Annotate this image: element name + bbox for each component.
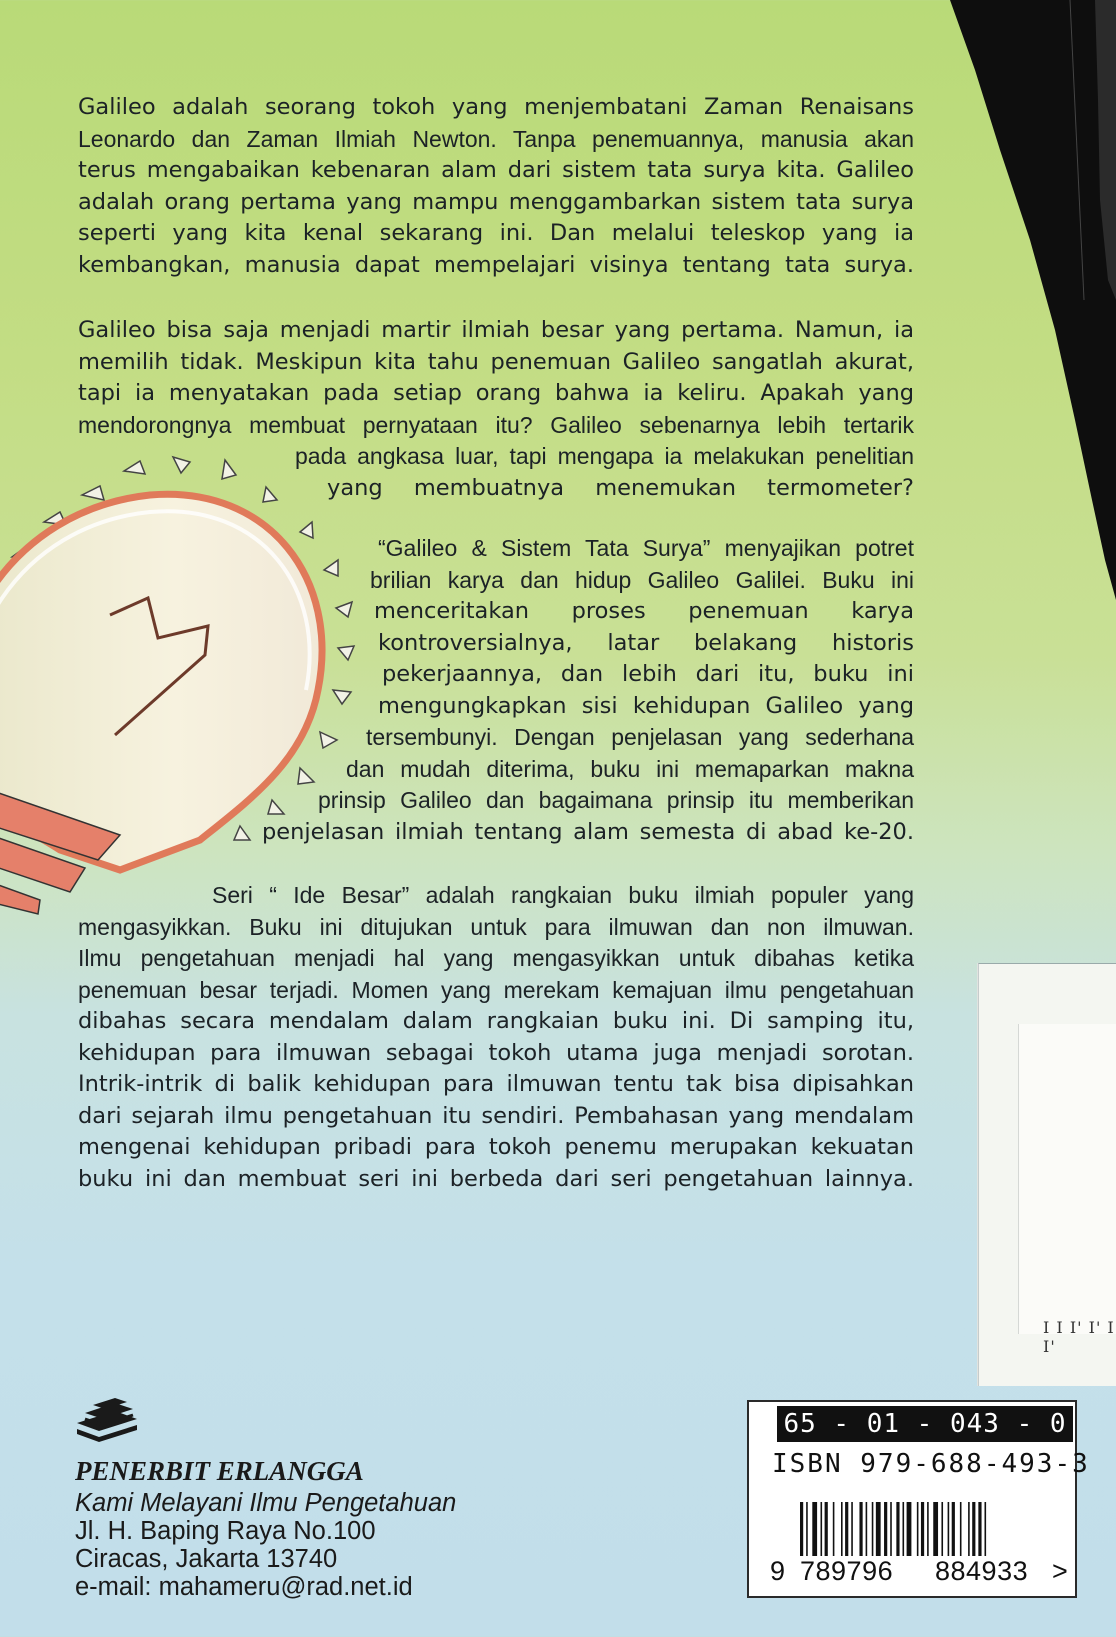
- paragraph-line: mengenai kehidupan pribadi para tokoh penemu merupakan kekuatan: [78, 1134, 914, 1160]
- paragraph-line: Seri “ Ide Besar” adalah rangkaian buku ilmiah populer yang: [212, 882, 914, 908]
- stacked-books-icon: [75, 1397, 141, 1443]
- paragraph-line: kehidupan para ilmuwan sebagai tokoh utama juga menjadi sorotan.: [78, 1039, 914, 1066]
- paragraph-line: menceritakan proses penemuan karya: [374, 598, 914, 624]
- paragraph-line: yang membuatnya menemukan termometer?: [327, 474, 914, 501]
- paragraph-line: Intrik-intrik di balik kehidupan para ilmuwan tentu tak bisa dipisahkan: [78, 1071, 914, 1097]
- library-label-inner: [1018, 1024, 1116, 1334]
- paragraph-line: tersembunyi. Dengan penjelasan yang sederhana: [366, 724, 914, 750]
- paragraph-4: [78, 880, 914, 1195]
- publisher-tagline: Kami Melayani Ilmu Pengetahuan: [75, 1489, 457, 1517]
- publisher-address-line2: Ciracas, Jakarta 13740: [75, 1545, 338, 1573]
- paragraph-line: tapi ia menyatakan pada setiap orang bahwa ia keliru. Apakah yang: [78, 380, 914, 406]
- paragraph-line: terus mengabaikan kebenaran alam dari sistem tata surya kita. Galileo: [78, 157, 914, 183]
- paragraph-line: prinsip Galileo dan bagaimana prinsip itu memberikan: [318, 787, 914, 813]
- paragraph-line: penemuan besar terjadi. Momen yang merekam kemajuan ilmu pengetahuan: [78, 976, 914, 1003]
- paragraph-line: memilih tidak. Meskipun kita tahu penemuan Galileo sangatlah akurat,: [78, 348, 914, 375]
- paragraph-1: [78, 92, 914, 281]
- paragraph-line: seperti yang kita kenal sekarang ini. Dan melalui teleskop yang ia: [78, 220, 914, 246]
- paragraph-line: pada angkasa luar, tapi mengapa ia melakukan penelitian: [295, 443, 914, 469]
- paragraph-line: pekerjaannya, dan lebih dari itu, buku ini: [382, 661, 914, 687]
- paragraph-line: mengungkapkan sisi kehidupan Galileo yang: [378, 692, 914, 719]
- isbn-number: ISBN 979-688-493-3: [772, 1449, 1090, 1479]
- paragraph-line: mengasyikkan. Buku ini ditujukan untuk para ilmuwan dan non ilmuwan.: [78, 913, 914, 940]
- paragraph-line: Galileo bisa saja menjadi martir ilmiah besar yang pertama. Namun, ia: [78, 317, 914, 343]
- paragraph-line: penjelasan ilmiah tentang alam semesta di abad ke-20.: [262, 818, 914, 845]
- paragraph-line: dan mudah diterima, buku ini memaparkan makna: [346, 755, 914, 782]
- publisher-email: e-mail: mahameru@rad.net.id: [75, 1573, 413, 1601]
- paragraph-line: dari sejarah ilmu pengetahuan itu sendiri. Pembahasan yang mendalam: [78, 1102, 914, 1129]
- publisher-address-line1: Jl. H. Baping Raya No.100: [75, 1517, 376, 1545]
- publisher-name: PENERBIT ERLANGGA: [75, 1456, 364, 1486]
- paragraph-line: buku ini dan membuat seri ini berbeda dari seri pengetahuan lainnya.: [78, 1165, 914, 1192]
- paragraph-line: kontroversialnya, latar belakang historis: [378, 629, 914, 656]
- paragraph-line: “Galileo & Sistem Tata Surya” menyajikan potret: [378, 535, 914, 561]
- paragraph-line: Ilmu pengetahuan menjadi hal yang mengasyikkan untuk dibahas ketika: [78, 945, 914, 971]
- paragraph-line: brilian karya dan hidup Galileo Galilei. Buku ini: [370, 566, 914, 593]
- barcode-lead-digit: 9: [770, 1556, 786, 1586]
- paragraph-line: Leonardo dan Zaman Ilmiah Newton. Tanpa penemuannya, manusia akan: [78, 125, 914, 152]
- barcode-right-digits: 884933: [935, 1556, 1029, 1586]
- catalog-code: 65 - 01 - 043 - 0: [777, 1406, 1073, 1442]
- paragraph-line: kembangkan, manusia dapat mempelajari visinya tentang tata surya.: [78, 251, 914, 278]
- paragraph-line: Galileo adalah seorang tokoh yang menjembatani Zaman Renaisans: [78, 94, 914, 120]
- paragraph-line: mendorongnya membuat pernyataan itu? Galileo sebenarnya lebih tertarik: [78, 411, 914, 438]
- paragraph-3: [78, 533, 914, 848]
- paragraph-line: adalah orang pertama yang mampu menggambarkan sistem tata surya: [78, 188, 914, 215]
- paragraph-2: [78, 315, 914, 504]
- barcode-arrow: >: [1052, 1556, 1068, 1586]
- barcode-left-digits: 789796: [800, 1556, 894, 1586]
- library-label-code: I I I' I' I I': [1043, 1318, 1115, 1356]
- paragraph-line: dibahas secara mendalam dalam rangkaian buku ini. Di samping itu,: [78, 1008, 914, 1034]
